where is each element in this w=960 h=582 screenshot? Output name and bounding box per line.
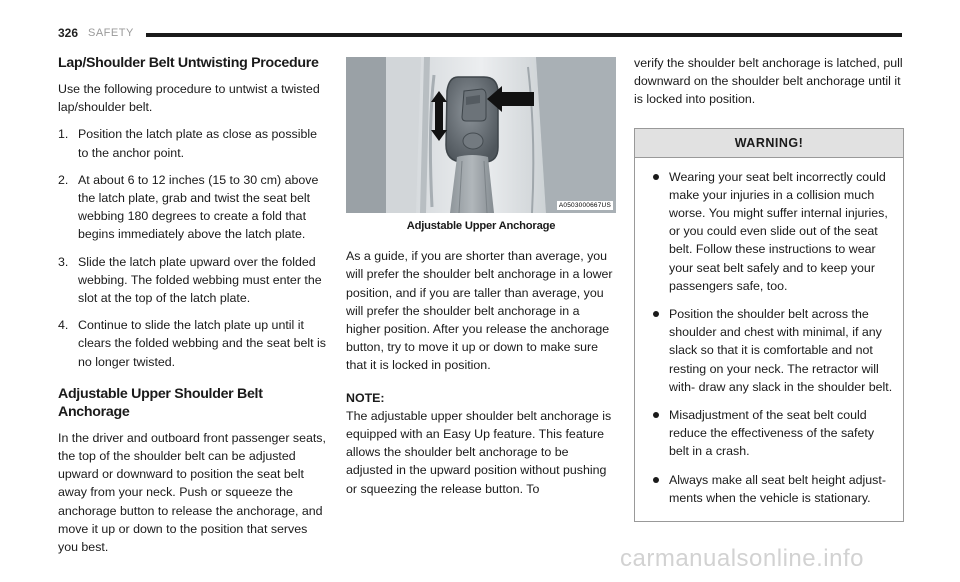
page-header (58, 24, 902, 44)
page-number: 326 (58, 26, 79, 40)
watermark: carmanualsonline.info (620, 545, 864, 572)
warning-text: Misadjustment of the seat belt could reduce the effectiveness of the safety belt in a crash. (669, 408, 875, 459)
step-number: 1. (58, 127, 69, 142)
warning-text: Position the shoulder belt across the shoulder and chest with minimal, if any slack so that it is comfortable and not resting on your neck. The retractor will with- draw any slack in the shoulder belt. (669, 307, 893, 394)
anchorage-heading: Adjustable Upper Shoulder Belt Anchorage (58, 385, 263, 420)
step-number: 2. (58, 172, 69, 187)
section-title: SAFETY (88, 27, 134, 39)
warning-box (634, 128, 904, 522)
column-right (634, 54, 904, 522)
warning-text: Wearing your seat belt incorrectly could make your injuries in a collision much worse. You might suffer internal injuries, or you could even slide out of the seat belt. Follow these instructions to wear your seat belt safely and to keep your passengers safe, too. (669, 169, 888, 293)
anchorage-illustration (346, 57, 616, 213)
bullet-icon (653, 311, 659, 317)
step-number: 4. (58, 318, 69, 333)
warning-item (647, 168, 895, 295)
untwisting-intro: Use the following procedure to untwist a twisted lap/shoulder belt. (58, 82, 320, 115)
step-item (58, 125, 326, 161)
warning-text: Always make all seat belt height adjust- ments when the vehicle is stationary. (669, 472, 886, 505)
column-left (58, 54, 326, 565)
guide-paragraph: As a guide, if you are shorter than average, you will prefer the shoulder belt anchorage in a lower position, and if you are taller than average, you will prefer the shoulder belt anchorage in a higher position. After you release the anchorage button, try to move it up or down to make sure that it is locked in position. (346, 249, 613, 373)
step-number: 3. (58, 254, 69, 269)
column-middle (346, 54, 616, 507)
step-text: At about 6 to 12 inches (15 to 30 cm) above the latch plate, grab and twist the seat belt webbing 180 degrees to create a fold that begins immediately above the latch plate. (78, 172, 319, 242)
warning-item (647, 406, 895, 461)
step-item (58, 316, 326, 371)
step-text: Slide the latch plate upward over the folded webbing. The folded webbing must enter the slot at the top of the latch plate. (78, 254, 322, 306)
note-text: The adjustable upper shoulder belt anchorage is equipped with an Easy Up feature. This feature allows the shoulder belt anchorage to be adjusted in the upward position without pushing or squeezing the release button. To (346, 408, 612, 496)
verify-paragraph: verify the shoulder belt anchorage is latched, pull downward on the shoulder belt anchorage until it is locked into position. (634, 56, 903, 107)
warning-title: WARNING! (635, 129, 903, 158)
step-text: Position the latch plate as close as possible to the anchor point. (78, 127, 318, 160)
anchorage-paragraph: In the driver and outboard front passenger seats, the top of the shoulder belt can be adjusted upward or downward to position the seat belt away from your neck. Push or squeeze the anchorage button to release the anchorage, and move it up or down to the position that serves you best. (58, 430, 326, 555)
untwisting-heading: Lap/Shoulder Belt Untwisting Procedure (58, 55, 319, 71)
step-item (58, 253, 326, 308)
note-label: NOTE: (346, 390, 385, 405)
warning-list (635, 158, 903, 521)
bullet-icon (653, 174, 659, 180)
anchorage-figure (346, 57, 616, 213)
step-item (58, 171, 326, 244)
untwisting-steps (58, 125, 326, 370)
bullet-icon (653, 477, 659, 483)
step-text: Continue to slide the latch plate up until it clears the folded webbing and the seat belt is no longer twisted. (78, 318, 326, 369)
figure-caption: Adjustable Upper Anchorage (406, 220, 556, 232)
header-rule (146, 33, 902, 37)
warning-item (647, 471, 895, 507)
figure-code: A0503000667US (558, 202, 611, 209)
warning-item (647, 305, 895, 396)
bullet-icon (653, 412, 659, 418)
